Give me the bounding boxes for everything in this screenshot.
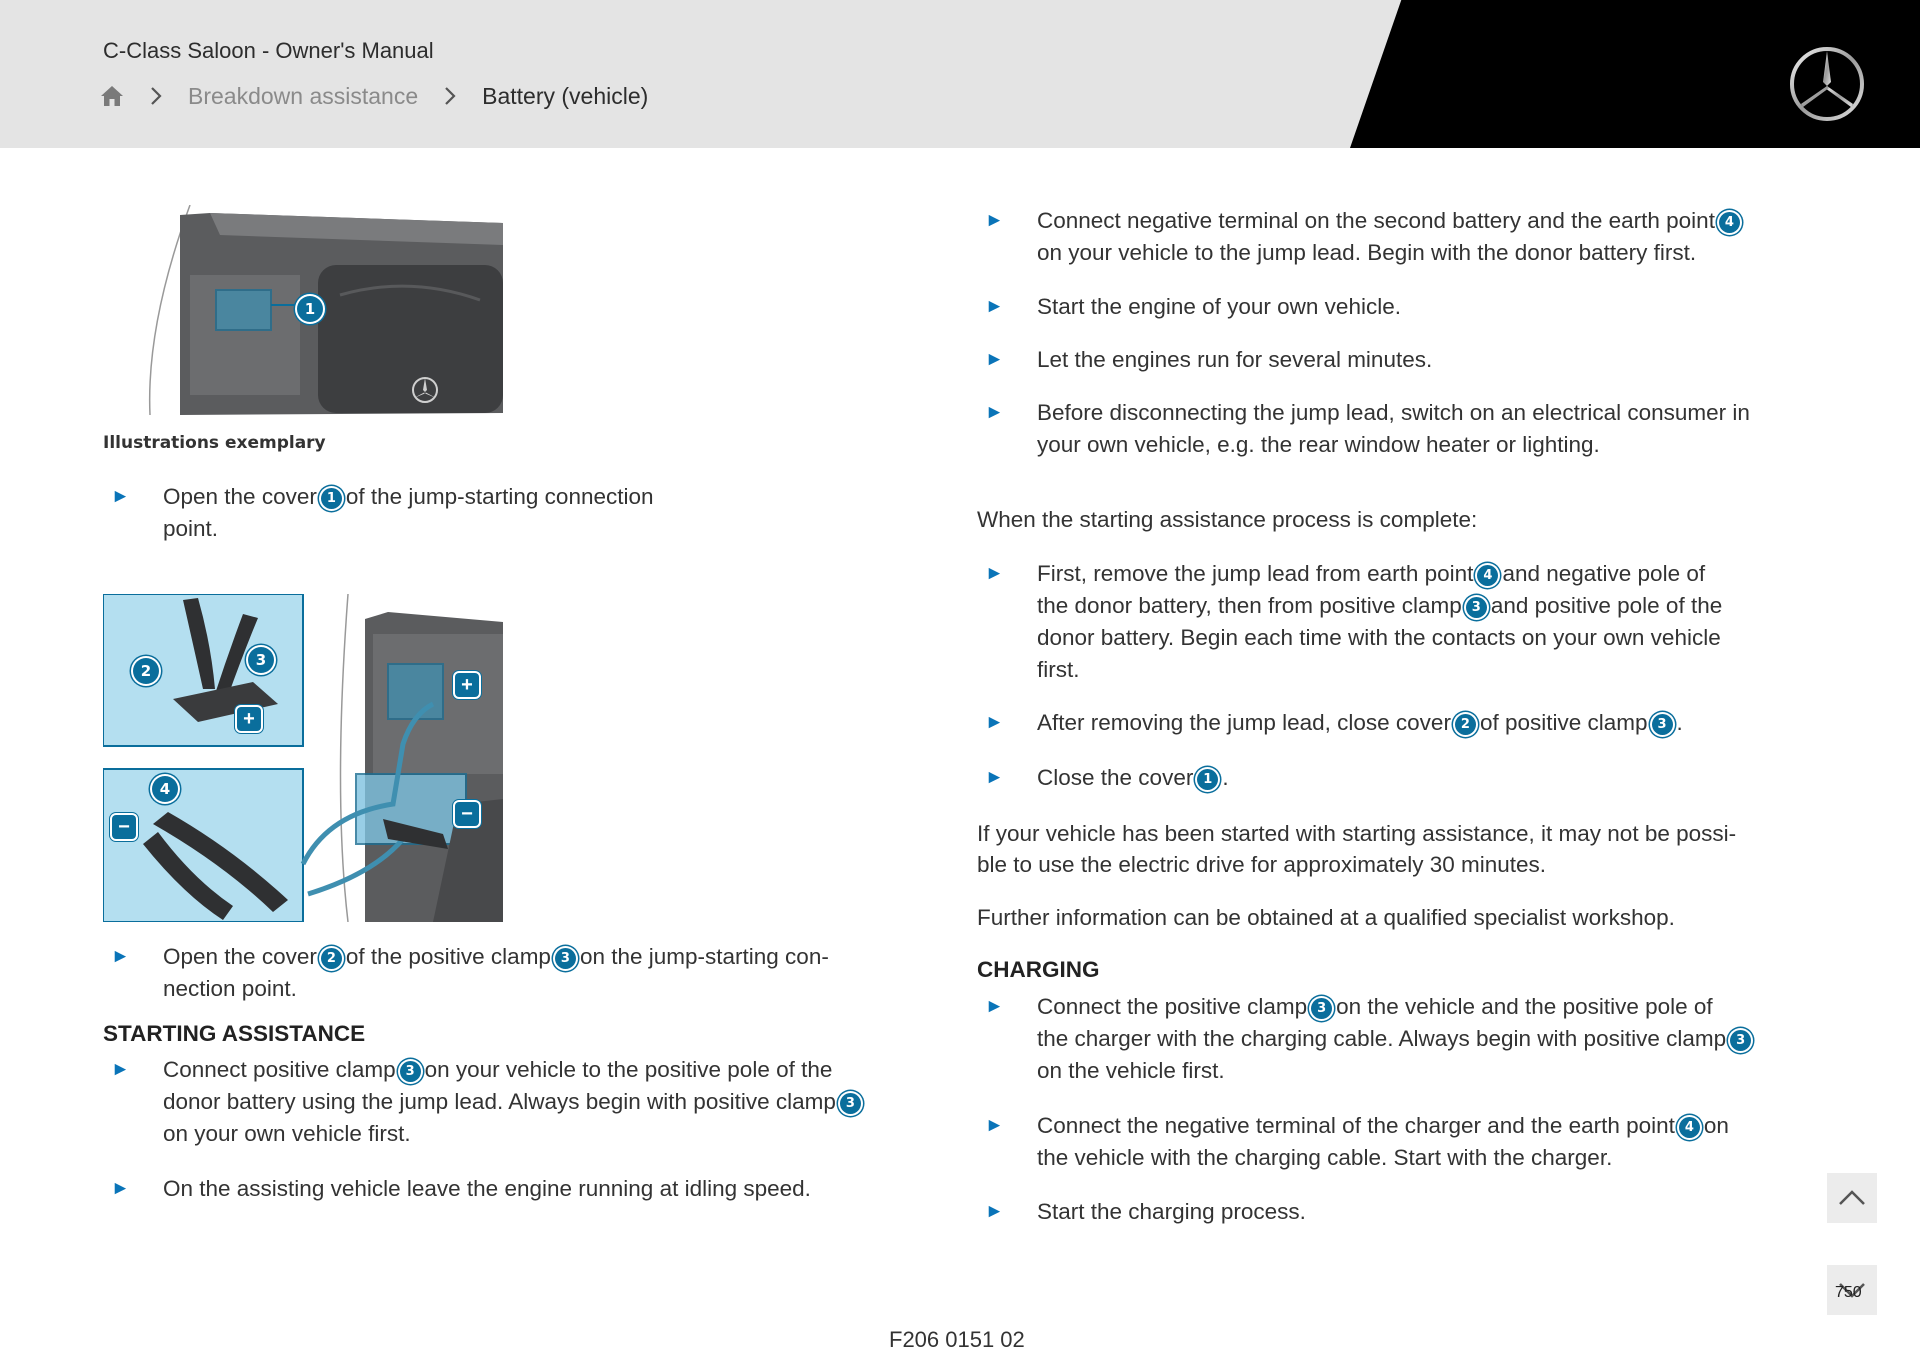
- bullet-arrow-icon: ►: [111, 486, 130, 507]
- callout-badge: 2: [1455, 714, 1476, 735]
- chevron-right-icon: [150, 86, 162, 106]
- step-close-cover: ► Close the cover 1 .: [1037, 762, 1837, 794]
- step-charge-start: ► Start the charging process.: [1037, 1196, 1837, 1228]
- breadcrumb: [100, 80, 648, 112]
- starting-assistance-heading: STARTING ASSISTANCE: [103, 1021, 366, 1046]
- step-connect-negative: ► Connect negative terminal on the second battery and the earth point 4 on your vehicle to the jump lead. Begin with the donor battery first.: [1037, 205, 1837, 269]
- callout-badge: 3: [1311, 998, 1332, 1019]
- bullet-arrow-icon: ►: [985, 402, 1004, 423]
- figure-caption: Illustrations exemplary: [103, 433, 326, 453]
- callout-badge: 1: [1197, 769, 1218, 790]
- figure2-callout-4: 4: [152, 776, 178, 802]
- step-open-cover-2: ► Open the cover 2 of the positive clamp 3 on the jump-starting con- nection point.: [163, 941, 923, 1005]
- chevron-right-icon: [444, 86, 456, 106]
- callout-badge: 3: [840, 1093, 861, 1114]
- minus-terminal-icon: −: [112, 815, 136, 839]
- step-electrical-consumer: ► Before disconnecting the jump lead, switch on an electrical consumer in your own vehicle, e.g. the rear window heater or lighting.: [1037, 397, 1837, 461]
- document-code: F206 0151 02: [889, 1327, 1025, 1352]
- jump-start-clamps-illustration: [103, 594, 505, 922]
- note-electric-drive: If your vehicle has been started with starting assistance, it may not be possi- ble to use the electric drive for approximately 30 minutes.: [977, 821, 1737, 877]
- step-open-cover-1: ► Open the cover 1 of the jump-starting connection point.: [163, 481, 883, 545]
- callout-badge: 4: [1679, 1117, 1700, 1138]
- figure2-callout-2: 2: [133, 658, 159, 684]
- manual-title: C-Class Saloon - Owner's Manual: [103, 38, 434, 63]
- callout-badge: 4: [1477, 565, 1498, 586]
- charging-heading: CHARGING: [977, 957, 1100, 982]
- plus-terminal-icon: +: [455, 673, 479, 697]
- step-remove-lead: ► First, remove the jump lead from earth point 4 and negative pole of the donor battery, then from positive clamp 3 and positive pole of the donor battery. Begin each time with the contacts on your own vehicle first.: [1037, 558, 1837, 686]
- chevron-up-icon: [1837, 1189, 1867, 1207]
- callout-badge: 2: [321, 948, 342, 969]
- figure2-callout-3: 3: [248, 647, 274, 673]
- scroll-up-button[interactable]: [1827, 1173, 1877, 1223]
- step-start-engine: ► Start the engine of your own vehicle.: [1037, 291, 1837, 323]
- header-bar: [0, 0, 1920, 148]
- note-workshop: Further information can be obtained at a qualified specialist workshop.: [977, 905, 1675, 930]
- bullet-arrow-icon: ►: [111, 1059, 130, 1080]
- home-icon[interactable]: [100, 85, 124, 107]
- step-run-engines: ► Let the engines run for several minutes.: [1037, 344, 1837, 376]
- complete-intro: When the starting assistance process is complete:: [977, 507, 1478, 532]
- figure1-callout-1: 1: [297, 296, 323, 322]
- bullet-arrow-icon: ►: [985, 349, 1004, 370]
- step-idle: ► On the assisting vehicle leave the engine running at idling speed.: [163, 1173, 923, 1205]
- callout-badge: 3: [1730, 1030, 1751, 1051]
- step-close-clamp: ► After removing the jump lead, close cover 2 of positive clamp 3 .: [1037, 707, 1837, 739]
- breadcrumb-current: Battery (vehicle): [482, 82, 649, 109]
- minus-terminal-icon: −: [455, 802, 479, 826]
- bullet-arrow-icon: ►: [985, 1115, 1004, 1136]
- callout-badge: 4: [1719, 212, 1740, 233]
- bullet-arrow-icon: ►: [985, 1201, 1004, 1222]
- bullet-arrow-icon: ►: [985, 996, 1004, 1017]
- callout-badge: 1: [321, 488, 342, 509]
- step-connect-positive: ► Connect positive clamp 3 on your vehicle to the positive pole of the donor battery using the jump lead. Always begin with positive clamp 3 on your own vehicle first.: [163, 1054, 923, 1150]
- step-charge-positive: ► Connect the positive clamp 3 on the vehicle and the positive pole of the charger with the charging cable. Always begin with positive clamp 3 on the vehicle first.: [1037, 991, 1837, 1087]
- step-charge-negative: ► Connect the negative terminal of the charger and the earth point 4 on the vehicle with the charging cable. Start with the charger.: [1037, 1110, 1837, 1174]
- bullet-arrow-icon: ►: [111, 1178, 130, 1199]
- breadcrumb-link-breakdown[interactable]: Breakdown assistance: [188, 82, 419, 109]
- bullet-arrow-icon: ►: [985, 767, 1004, 788]
- bullet-arrow-icon: ►: [985, 296, 1004, 317]
- callout-badge: 3: [400, 1061, 421, 1082]
- bullet-arrow-icon: ►: [985, 712, 1004, 733]
- plus-terminal-icon: +: [237, 707, 261, 731]
- callout-badge: 3: [555, 948, 576, 969]
- mercedes-star-logo[interactable]: [1789, 46, 1865, 122]
- bullet-arrow-icon: ►: [985, 563, 1004, 584]
- callout-badge: 3: [1652, 714, 1673, 735]
- bullet-arrow-icon: ►: [985, 210, 1004, 231]
- callout-badge: 3: [1466, 597, 1487, 618]
- bullet-arrow-icon: ►: [111, 946, 130, 967]
- page-number: 750: [1835, 1284, 1862, 1301]
